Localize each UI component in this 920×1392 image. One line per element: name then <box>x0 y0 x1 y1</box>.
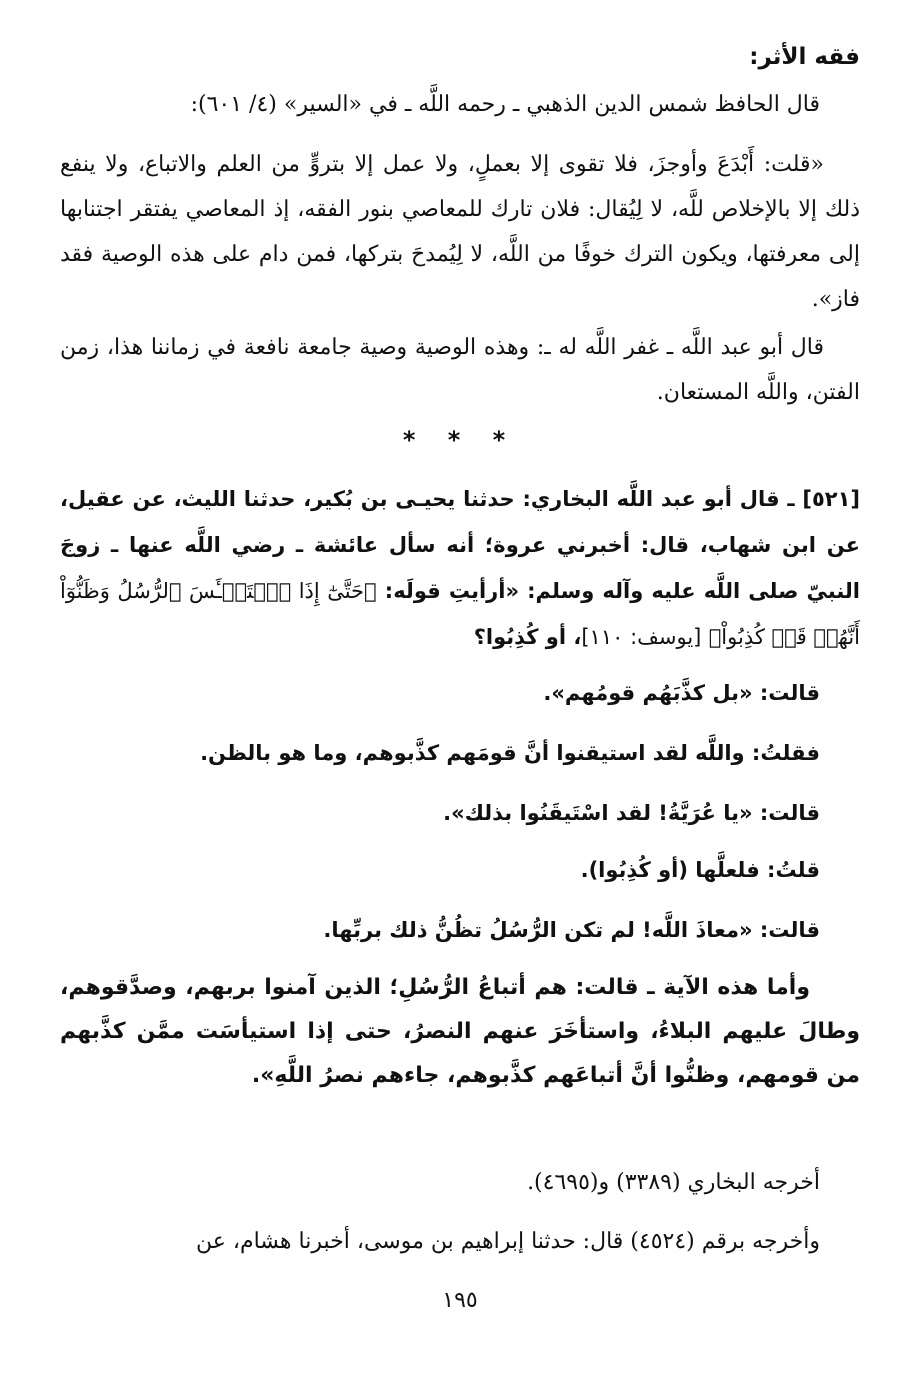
dialogue-line: قالت: «يا عُرَيَّةُ! لقد اسْتَيقَنُوا بذلك». <box>443 801 820 825</box>
page-number: ١٩٥ <box>442 1288 478 1313</box>
dialogue-line: قلتُ: فلعلَّها (أو كُذِبُوا). <box>580 858 820 882</box>
dialogue-line: قالت: «معاذَ اللَّه! لم تكن الرُّسُلُ تظُنُّ ذلك بربِّها. <box>323 918 820 942</box>
quran-verse: ﴿حَتَّىٰٓ إِذَا ٱسۡتَيۡـَٔسَ ٱلرُّسُلُ وَظَنُّوٓاْ أَنَّهُمۡ قَدۡ كُذِبُواْ﴾ <box>60 579 860 649</box>
intro-line: قال الحافظ شمس الدين الذهبي ـ رحمه اللَّه ـ في «السير» (٤/ ٦٠١): <box>190 92 820 117</box>
section-heading: فقه الأثر: <box>749 44 860 70</box>
verse-reference: [يوسف: ١١٠] <box>581 625 702 649</box>
hadith-question-tail: ، أو كُذِبُوا؟ <box>473 625 582 649</box>
takhrij-line: أخرجه البخاري (٣٣٨٩) و(٤٦٩٥). <box>527 1170 820 1195</box>
dhahabi-quote: «قلت: أَبْدَعَ وأوجزَ، فلا تقوى إلا بعملٍ، ولا عمل إلا بتروٍّ من العلم والاتباع، ولا ينفع ذلك إلا بالإخلاص للَّه، لا لِيُقال: فلان تارك للمعاصي بنور الفقه، إذ المعاصي يفتقر اجتنابها إلى معرفتها، ويكون الترك خوفًا من اللَّه، لا لِيُمدحَ بتركها، فمن دام على هذه الوصية فقد فاز». <box>60 152 860 312</box>
section-separator: * * * <box>402 426 518 454</box>
dialogue-line: فقلتُ: واللَّه لقد استيقنوا أنَّ قومَهم كذَّبوهم، وما هو بالظن. <box>200 741 820 765</box>
aisha-explanation: وأما هذه الآية ـ قالت: هم أتباعُ الرُّسُلِ؛ الذين آمنوا بربهم، وصدَّقوهم، وطالَ عليهم البلاءُ، واستأخَرَ عنهم النصرُ، حتى إذا استيأسَت ممَّن كذَّبهم من قومهم، وظنُّوا أنَّ أتباعَهم كذَّبوهم، جاءهم نصرُ اللَّهِ». <box>60 975 860 1088</box>
dialogue-line: قالت: «بل كذَّبَهُم قومُهم». <box>543 681 820 705</box>
hadith-521 <box>60 476 860 660</box>
hadith-isnad: [٥٢١] ـ قال أبو عبد اللَّه البخاري: حدثنا يحيـى بن بُكير، حدثنا الليث، عن عقيل، عن ابن شهاب، قال: أخبرني عروة؛ أنه سأل عائشة ـ رضي اللَّه عنها ـ زوجَ النبيّ صلى اللَّه عليه وآله وسلم: «أرأيتِ قولَه: <box>60 487 861 603</box>
takhrij-line: وأخرجه برقم (٤٥٢٤) قال: حدثنا إبراهيم بن موسى، أخبرنا هشام، عن <box>196 1229 820 1254</box>
author-comment: قال أبو عبد اللَّه ـ غفر اللَّه له ـ: وهذه الوصية وصية جامعة نافعة في زماننا هذا، زمن الفتن، واللَّه المستعان. <box>60 335 860 405</box>
